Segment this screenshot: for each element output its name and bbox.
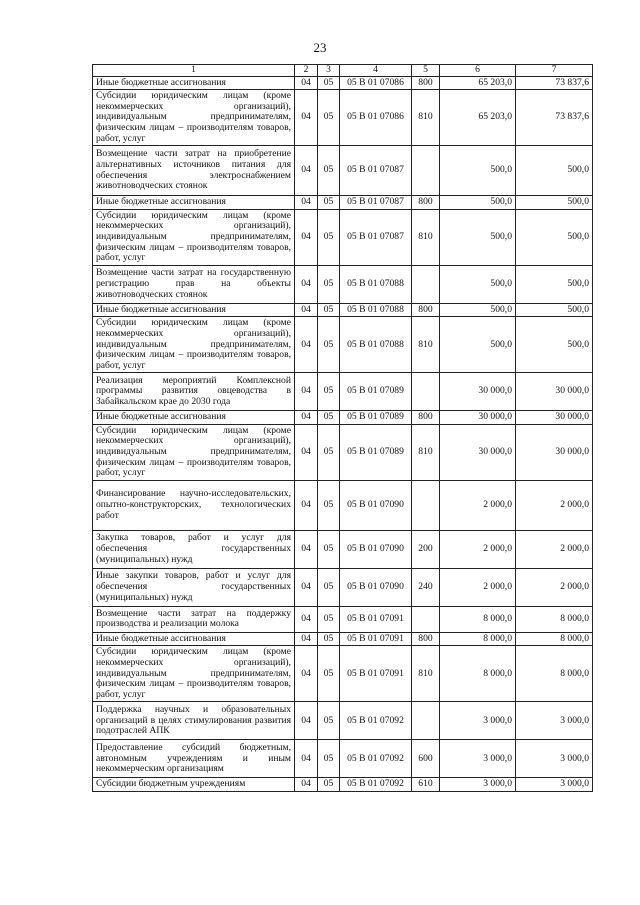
col-header-6: 6 xyxy=(440,65,516,77)
cell-csr: 05 В 01 07087 xyxy=(340,196,412,210)
cell-vr xyxy=(412,146,440,196)
cell-csr: 05 В 01 07086 xyxy=(340,90,412,146)
col-header-3: 3 xyxy=(318,65,340,77)
table-row xyxy=(93,424,593,480)
col-header-2: 2 xyxy=(295,65,318,77)
table-row xyxy=(93,632,593,646)
cell-desc: Возмещение части затрат на государственную регистрацию прав на объекты животноводческих стоянок xyxy=(93,265,295,303)
table-row xyxy=(93,209,593,265)
table-row xyxy=(93,740,593,778)
cell-sum2: 73 837,6 xyxy=(516,90,593,146)
cell-sum1: 3 000,0 xyxy=(440,702,516,740)
cell-vr xyxy=(412,373,440,411)
table-row xyxy=(93,606,593,632)
cell-sum1: 65 203,0 xyxy=(440,76,516,90)
cell-sum2: 500,0 xyxy=(516,196,593,210)
cell-sum2: 2 000,0 xyxy=(516,480,593,530)
cell-desc: Субсидии юридическим лицам (кроме некоммерческих организаций), индивидуальным предпринимателям, физическим лицам – производителям товаров, работ, услуг xyxy=(93,424,295,480)
cell-vr: 200 xyxy=(412,530,440,568)
cell-rz: 04 xyxy=(295,424,318,480)
cell-sum1: 3 000,0 xyxy=(440,778,516,792)
cell-desc: Субсидии юридическим лицам (кроме некоммерческих организаций), индивидуальным предпринимателям, физическим лицам – производителям товаров, работ, услуг xyxy=(93,646,295,702)
table-row xyxy=(93,146,593,196)
cell-desc: Иные бюджетные ассигнования xyxy=(93,411,295,425)
cell-csr: 05 В 01 07091 xyxy=(340,606,412,632)
cell-pr: 05 xyxy=(318,317,340,373)
cell-pr: 05 xyxy=(318,76,340,90)
cell-sum2: 500,0 xyxy=(516,146,593,196)
cell-sum2: 500,0 xyxy=(516,317,593,373)
cell-desc: Иные бюджетные ассигнования xyxy=(93,76,295,90)
cell-pr: 05 xyxy=(318,146,340,196)
cell-sum1: 2 000,0 xyxy=(440,568,516,606)
col-header-4: 4 xyxy=(340,65,412,77)
cell-csr: 05 В 01 07090 xyxy=(340,480,412,530)
header-row xyxy=(93,65,593,77)
cell-sum2: 30 000,0 xyxy=(516,373,593,411)
cell-vr: 810 xyxy=(412,209,440,265)
cell-pr: 05 xyxy=(318,646,340,702)
cell-rz: 04 xyxy=(295,196,318,210)
cell-sum1: 8 000,0 xyxy=(440,632,516,646)
cell-sum2: 8 000,0 xyxy=(516,646,593,702)
cell-pr: 05 xyxy=(318,411,340,425)
cell-vr: 600 xyxy=(412,740,440,778)
cell-csr: 05 В 01 07089 xyxy=(340,373,412,411)
cell-pr: 05 xyxy=(318,196,340,210)
cell-rz: 04 xyxy=(295,373,318,411)
cell-sum1: 65 203,0 xyxy=(440,90,516,146)
cell-sum1: 2 000,0 xyxy=(440,480,516,530)
cell-pr: 05 xyxy=(318,373,340,411)
cell-csr: 05 В 01 07087 xyxy=(340,146,412,196)
cell-vr: 810 xyxy=(412,646,440,702)
cell-pr: 05 xyxy=(318,530,340,568)
cell-sum2: 500,0 xyxy=(516,209,593,265)
cell-desc: Иные закупки товаров, работ и услуг для обеспечения государственных (муниципальных) нужд xyxy=(93,568,295,606)
cell-desc: Возмещение части затрат на поддержку производства и реализации молока xyxy=(93,606,295,632)
cell-pr: 05 xyxy=(318,606,340,632)
table-row xyxy=(93,303,593,317)
cell-sum1: 500,0 xyxy=(440,196,516,210)
cell-vr: 810 xyxy=(412,90,440,146)
cell-vr: 610 xyxy=(412,778,440,792)
cell-desc: Реализация мероприятий Комплексной программы развития овцеводства в Забайкальском крае до 2030 года xyxy=(93,373,295,411)
cell-pr: 05 xyxy=(318,778,340,792)
cell-rz: 04 xyxy=(295,480,318,530)
cell-vr: 800 xyxy=(412,411,440,425)
cell-csr: 05 В 01 07088 xyxy=(340,265,412,303)
cell-sum1: 500,0 xyxy=(440,209,516,265)
table-row xyxy=(93,373,593,411)
table-row xyxy=(93,90,593,146)
cell-rz: 04 xyxy=(295,76,318,90)
cell-csr: 05 В 01 07090 xyxy=(340,568,412,606)
cell-sum1: 500,0 xyxy=(440,303,516,317)
cell-vr: 800 xyxy=(412,76,440,90)
cell-desc: Финансирование научно-исследовательских, опытно-конструкторских, технологических работ xyxy=(93,480,295,530)
cell-sum2: 3 000,0 xyxy=(516,702,593,740)
cell-rz: 04 xyxy=(295,530,318,568)
cell-sum2: 2 000,0 xyxy=(516,568,593,606)
cell-sum1: 500,0 xyxy=(440,265,516,303)
cell-sum2: 500,0 xyxy=(516,303,593,317)
cell-csr: 05 В 01 07086 xyxy=(340,76,412,90)
cell-sum2: 30 000,0 xyxy=(516,411,593,425)
cell-rz: 04 xyxy=(295,209,318,265)
cell-pr: 05 xyxy=(318,702,340,740)
cell-desc: Возмещение части затрат на приобретение альтернативных источников питания для обеспечения электроснабжением животноводческих стоянок xyxy=(93,146,295,196)
cell-sum1: 8 000,0 xyxy=(440,606,516,632)
cell-rz: 04 xyxy=(295,568,318,606)
cell-csr: 05 В 01 07091 xyxy=(340,646,412,702)
cell-rz: 04 xyxy=(295,317,318,373)
cell-rz: 04 xyxy=(295,778,318,792)
table-row xyxy=(93,76,593,90)
cell-sum1: 8 000,0 xyxy=(440,646,516,702)
cell-desc: Закупка товаров, работ и услуг для обеспечения государственных (муниципальных) нужд xyxy=(93,530,295,568)
cell-vr: 240 xyxy=(412,568,440,606)
cell-desc: Иные бюджетные ассигнования xyxy=(93,196,295,210)
cell-rz: 04 xyxy=(295,303,318,317)
page-number: 23 xyxy=(313,40,327,55)
cell-rz: 04 xyxy=(295,90,318,146)
col-header-5: 5 xyxy=(412,65,440,77)
cell-desc: Предоставление субсидий бюджетным, автономным учреждениям и иным некоммерческим организациям xyxy=(93,740,295,778)
table-row xyxy=(93,646,593,702)
cell-pr: 05 xyxy=(318,480,340,530)
cell-rz: 04 xyxy=(295,702,318,740)
table-row xyxy=(93,568,593,606)
cell-pr: 05 xyxy=(318,740,340,778)
cell-sum1: 30 000,0 xyxy=(440,411,516,425)
cell-pr: 05 xyxy=(318,209,340,265)
table-row xyxy=(93,265,593,303)
cell-csr: 05 В 01 07092 xyxy=(340,740,412,778)
cell-pr: 05 xyxy=(318,303,340,317)
cell-csr: 05 В 01 07088 xyxy=(340,317,412,373)
cell-vr: 800 xyxy=(412,632,440,646)
cell-sum1: 500,0 xyxy=(440,317,516,373)
col-header-1: 1 xyxy=(93,65,295,77)
cell-vr xyxy=(412,480,440,530)
cell-vr xyxy=(412,606,440,632)
cell-rz: 04 xyxy=(295,265,318,303)
cell-csr: 05 В 01 07087 xyxy=(340,209,412,265)
cell-sum2: 500,0 xyxy=(516,265,593,303)
cell-vr: 800 xyxy=(412,303,440,317)
cell-vr xyxy=(412,702,440,740)
cell-pr: 05 xyxy=(318,632,340,646)
cell-rz: 04 xyxy=(295,606,318,632)
cell-sum2: 2 000,0 xyxy=(516,530,593,568)
cell-sum1: 500,0 xyxy=(440,146,516,196)
cell-sum2: 3 000,0 xyxy=(516,740,593,778)
cell-rz: 04 xyxy=(295,632,318,646)
cell-sum2: 8 000,0 xyxy=(516,632,593,646)
cell-sum2: 8 000,0 xyxy=(516,606,593,632)
cell-sum1: 30 000,0 xyxy=(440,424,516,480)
table-row xyxy=(93,317,593,373)
cell-rz: 04 xyxy=(295,146,318,196)
cell-desc: Иные бюджетные ассигнования xyxy=(93,303,295,317)
budget-table xyxy=(92,64,593,792)
table-row xyxy=(93,778,593,792)
table-row xyxy=(93,196,593,210)
cell-sum1: 2 000,0 xyxy=(440,530,516,568)
cell-csr: 05 В 01 07088 xyxy=(340,303,412,317)
cell-desc: Субсидии юридическим лицам (кроме некоммерческих организаций), индивидуальным предпринимателям, физическим лицам – производителям товаров, работ, услуг xyxy=(93,90,295,146)
cell-pr: 05 xyxy=(318,568,340,606)
cell-desc: Иные бюджетные ассигнования xyxy=(93,632,295,646)
cell-pr: 05 xyxy=(318,90,340,146)
cell-pr: 05 xyxy=(318,424,340,480)
cell-desc: Субсидии бюджетным учреждениям xyxy=(93,778,295,792)
cell-csr: 05 В 01 07092 xyxy=(340,778,412,792)
cell-desc: Субсидии юридическим лицам (кроме некоммерческих организаций), индивидуальным предпринимателям, физическим лицам – производителям товаров, работ, услуг xyxy=(93,209,295,265)
cell-rz: 04 xyxy=(295,646,318,702)
table-row xyxy=(93,702,593,740)
cell-vr: 810 xyxy=(412,317,440,373)
cell-csr: 05 В 01 07089 xyxy=(340,411,412,425)
cell-vr xyxy=(412,265,440,303)
cell-csr: 05 В 01 07089 xyxy=(340,424,412,480)
table-row xyxy=(93,530,593,568)
cell-csr: 05 В 01 07090 xyxy=(340,530,412,568)
cell-csr: 05 В 01 07092 xyxy=(340,702,412,740)
cell-desc: Поддержка научных и образовательных организаций в целях стимулирования развития подотраслей АПК xyxy=(93,702,295,740)
cell-desc: Субсидии юридическим лицам (кроме некоммерческих организаций), индивидуальным предпринимателям, физическим лицам – производителям товаров, работ, услуг xyxy=(93,317,295,373)
cell-rz: 04 xyxy=(295,411,318,425)
cell-vr: 810 xyxy=(412,424,440,480)
cell-vr: 800 xyxy=(412,196,440,210)
table-row xyxy=(93,411,593,425)
cell-csr: 05 В 01 07091 xyxy=(340,632,412,646)
cell-sum2: 30 000,0 xyxy=(516,424,593,480)
cell-sum2: 73 837,6 xyxy=(516,76,593,90)
cell-sum2: 3 000,0 xyxy=(516,778,593,792)
cell-rz: 04 xyxy=(295,740,318,778)
cell-pr: 05 xyxy=(318,265,340,303)
cell-sum1: 30 000,0 xyxy=(440,373,516,411)
table-row xyxy=(93,480,593,530)
cell-sum1: 3 000,0 xyxy=(440,740,516,778)
col-header-7: 7 xyxy=(516,65,593,77)
